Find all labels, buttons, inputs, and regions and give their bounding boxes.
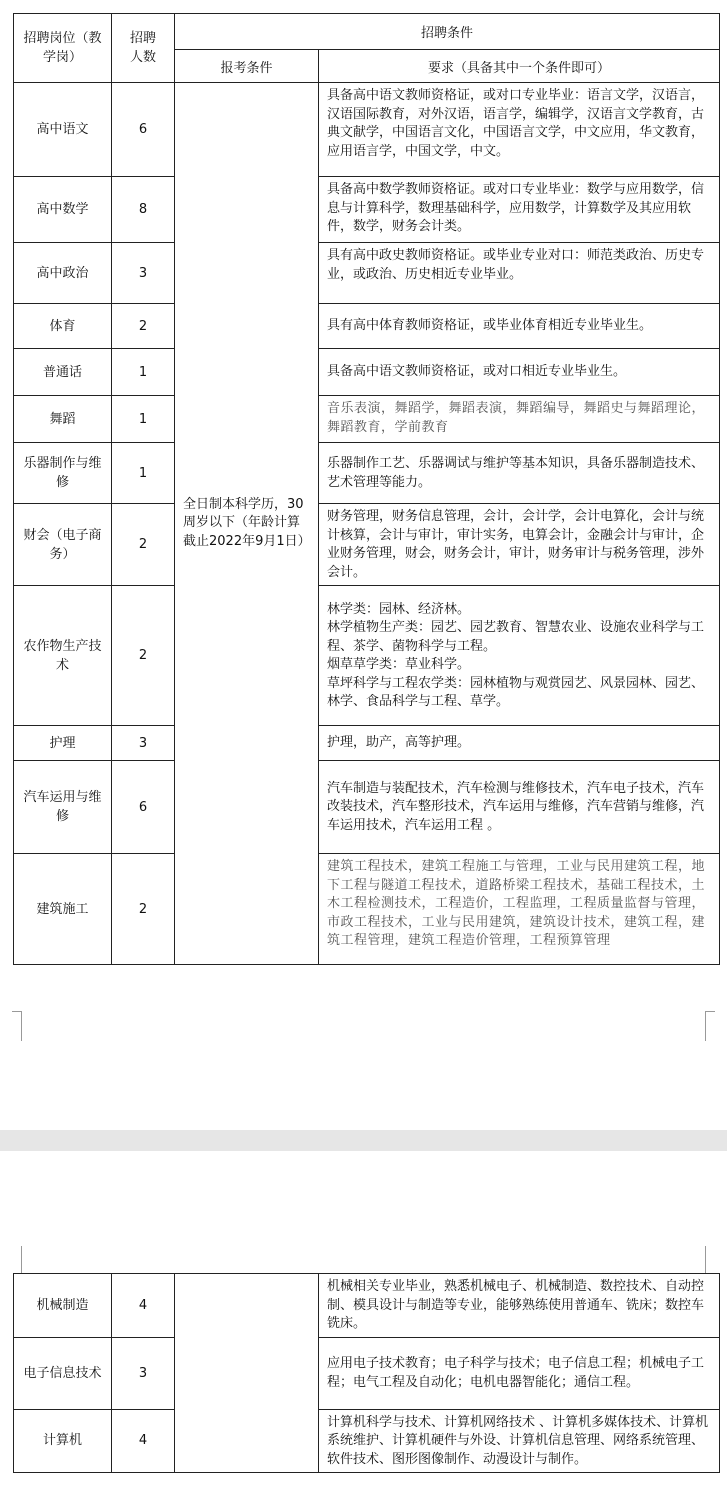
requirement-line: 烟草草学类：草业科学。 — [327, 657, 471, 672]
count-cell: 8 — [112, 177, 175, 243]
table-row — [14, 586, 720, 726]
requirement-cell: 具有高中政史教师资格证。或毕业专业对口：师范类政治、历史专业，或政治、历史相近专业毕业。 — [319, 243, 720, 304]
count-cell: 2 — [112, 586, 175, 726]
requirement-cell: 具有高中体育教师资格证，或毕业体育相近专业毕业生。 — [319, 304, 720, 349]
position-cell: 机械制造 — [14, 1274, 112, 1338]
count-cell: 1 — [112, 443, 175, 504]
count-cell: 6 — [112, 761, 175, 854]
position-cell: 乐器制作与维修 — [14, 443, 112, 504]
header-requirements: 要求（具备其中一个条件即可） — [319, 50, 720, 83]
requirement-cell: 财务管理，财务信息管理，会计，会计学，会计电算化，会计与统计核算，会计与审计，审计实务，电算会计，金融会计与审计，企业财务管理，财会，财务会计，审计，财务审计与税务管理，涉外会计。 — [319, 504, 720, 586]
position-cell: 高中政治 — [14, 243, 112, 304]
requirement-cell: 建筑工程技术，建筑工程施工与管理，工业与民用建筑工程，地下工程与隧道工程技术，道路桥梁工程技术，基础工程技术，土木工程检测技术，工程造价，工程监理，工程质量监督与管理，市政工程技术，工业与民用建筑，建筑设计技术，建筑工程，建筑工程管理，建筑工程造价管理，工程预算管理 — [319, 854, 720, 965]
position-cell: 体育 — [14, 304, 112, 349]
requirement-line: 林学植物生产类：园艺、园艺教育、智慧农业、设施农业科学与工程、茶学、菌物科学与工程。 — [327, 620, 705, 654]
table-row — [14, 177, 720, 243]
requirement-cell: 音乐表演，舞蹈学，舞蹈表演，舞蹈编导，舞蹈史与舞蹈理论，舞蹈教育，学前教育 — [319, 396, 720, 443]
table-row — [14, 83, 720, 177]
table-row — [14, 243, 720, 304]
shared-condition-cell: 全日制本科学历，30周岁以下（年龄计算截止2022年9月1日） — [175, 83, 319, 965]
count-cell: 3 — [112, 726, 175, 761]
position-cell: 普通话 — [14, 349, 112, 396]
count-cell: 1 — [112, 349, 175, 396]
requirement-cell: 具备高中语文教师资格证，或对口专业毕业：语言文学，汉语言，汉语国际教育，对外汉语，语言学，编辑学，汉语言文学教育，古典文献学，中国语言文化，中国语言文学，中文应用，华文教育，应用语言学，中国文学，中文。 — [319, 83, 720, 177]
count-cell: 2 — [112, 854, 175, 965]
table-row — [14, 349, 720, 396]
page-corner-mark — [705, 1246, 706, 1274]
requirement-cell: 乐器制作工艺、乐器调试与维护等基本知识，具备乐器制造技术、艺术管理等能力。 — [319, 443, 720, 504]
table-row — [14, 1274, 720, 1338]
requirement-cell: 汽车制造与装配技术，汽车检测与维修技术，汽车电子技术，汽车改装技术，汽车整形技术，汽车运用与维修，汽车营销与维修，汽车运用技术，汽车运用工程 。 — [319, 761, 720, 854]
table-row — [14, 726, 720, 761]
requirement-cell: 机械相关专业毕业，熟悉机械电子、机械制造、数控技术、自动控制、模具设计与制造等专业，能够熟练使用普通车、铣床；数控车铣床。 — [319, 1274, 720, 1338]
position-cell: 建筑施工 — [14, 854, 112, 965]
condition-cell — [175, 1274, 319, 1473]
page-break — [0, 1130, 727, 1151]
recruitment-table-continued — [13, 1273, 720, 1473]
table-row — [14, 443, 720, 504]
position-cell: 舞蹈 — [14, 396, 112, 443]
requirement-cell: 具备高中语文教师资格证，或对口相近专业毕业生。 — [319, 349, 720, 396]
count-cell: 3 — [112, 243, 175, 304]
header-exam-conditions: 报考条件 — [175, 50, 319, 83]
header-conditions: 招聘条件 — [175, 14, 720, 50]
requirement-line: 草坪科学与工程农学类：园林植物与观赏园艺、风景园林、园艺、林学、食品科学与工程、草学。 — [327, 675, 705, 709]
count-cell: 4 — [112, 1409, 175, 1473]
requirement-cell: 护理，助产，高等护理。 — [319, 726, 720, 761]
position-cell: 电子信息技术 — [14, 1337, 112, 1409]
position-cell: 护理 — [14, 726, 112, 761]
page-corner-mark — [705, 1011, 715, 1020]
count-cell: 2 — [112, 304, 175, 349]
table-row — [14, 1409, 720, 1473]
position-cell: 高中数学 — [14, 177, 112, 243]
count-cell: 6 — [112, 83, 175, 177]
recruitment-table — [13, 13, 720, 965]
page-corner-mark — [21, 1011, 22, 1041]
position-cell: 汽车运用与维修 — [14, 761, 112, 854]
header-position: 招聘岗位（教学岗） — [14, 14, 112, 83]
table-row — [14, 761, 720, 854]
page-corner-mark — [21, 1246, 22, 1274]
position-cell: 农作物生产技术 — [14, 586, 112, 726]
table-row — [14, 304, 720, 349]
requirement-cell: 具备高中数学教师资格证。或对口专业毕业：数学与应用数学，信息与计算科学，数理基础科学，应用数学，计算数学及其应用软件，数学，财务会计类。 — [319, 177, 720, 243]
page-corner-mark — [705, 1011, 706, 1041]
position-cell: 财会（电子商务） — [14, 504, 112, 586]
count-cell: 2 — [112, 504, 175, 586]
position-cell: 计算机 — [14, 1409, 112, 1473]
requirement-cell — [319, 586, 720, 726]
table-row — [14, 1337, 720, 1409]
count-cell: 3 — [112, 1337, 175, 1409]
position-cell: 高中语文 — [14, 83, 112, 177]
count-cell: 4 — [112, 1274, 175, 1338]
requirement-cell: 计算机科学与技术、计算机网络技术 、计算机多媒体技术、计算机系统维护、计算机硬件与外设、计算机信息管理、网络系统管理、软件技术、图形图像制作、动漫设计与制作。 — [319, 1409, 720, 1473]
table-row — [14, 396, 720, 443]
count-cell: 1 — [112, 396, 175, 443]
requirement-line: 林学类：园林、经济林。 — [327, 601, 471, 617]
table-row — [14, 854, 720, 965]
table-row — [14, 504, 720, 586]
header-count: 招聘人数 — [112, 14, 175, 83]
requirement-cell: 应用电子技术教育；电子科学与技术；电子信息工程；机械电子工程；电气工程及自动化；电机电器智能化；通信工程。 — [319, 1337, 720, 1409]
